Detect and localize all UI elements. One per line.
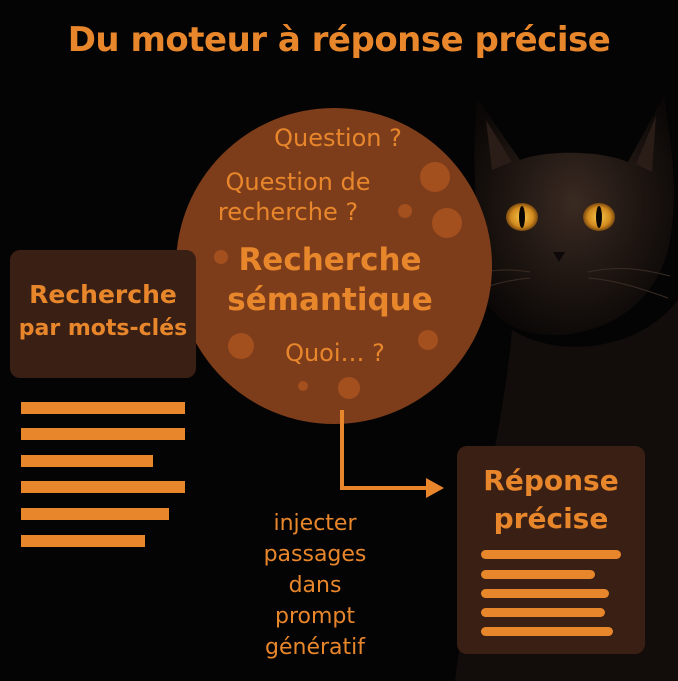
inject-line: injecter (273, 511, 357, 536)
result-line (21, 402, 185, 414)
keyword-search-line1: Recherche (29, 280, 177, 309)
precise-answer-box (457, 446, 645, 654)
semantic-search-line1: Recherche (238, 242, 422, 278)
answer-line (481, 570, 595, 579)
inject-line: génératif (265, 635, 365, 660)
decorative-dot (338, 377, 360, 399)
keyword-search-line2: par mots-clés (18, 316, 188, 341)
result-line (21, 508, 169, 520)
inject-line: dans (288, 573, 342, 598)
semantic-search-line2: sémantique (227, 282, 433, 318)
result-line (21, 535, 145, 547)
result-line (21, 455, 153, 467)
keyword-search-box (10, 250, 196, 378)
inject-passages-text (240, 508, 390, 663)
inject-line: passages (263, 542, 367, 567)
decorative-dot (398, 204, 412, 218)
answer-line (481, 608, 605, 617)
search-question-line2: recherche ? (217, 198, 359, 226)
decorative-dot (420, 162, 450, 192)
precise-answer-line2: précise (493, 502, 609, 535)
arrow-right-icon (330, 410, 460, 500)
result-line (21, 481, 185, 493)
what-question-label: Quoi… ? (285, 339, 385, 367)
decorative-dot (418, 330, 438, 350)
answer-line (481, 627, 613, 636)
decorative-dot (298, 381, 308, 391)
diagram-title: Du moteur à réponse précise (67, 20, 611, 60)
answer-line (481, 550, 621, 559)
answer-line (481, 589, 609, 598)
search-question-line1: Question de (225, 168, 371, 196)
precise-answer-line1: Réponse (483, 464, 619, 497)
result-line (21, 428, 185, 440)
decorative-dot (228, 333, 254, 359)
question-label: Question ? (274, 124, 402, 152)
decorative-dot (432, 208, 462, 238)
inject-line: prompt (274, 604, 355, 629)
